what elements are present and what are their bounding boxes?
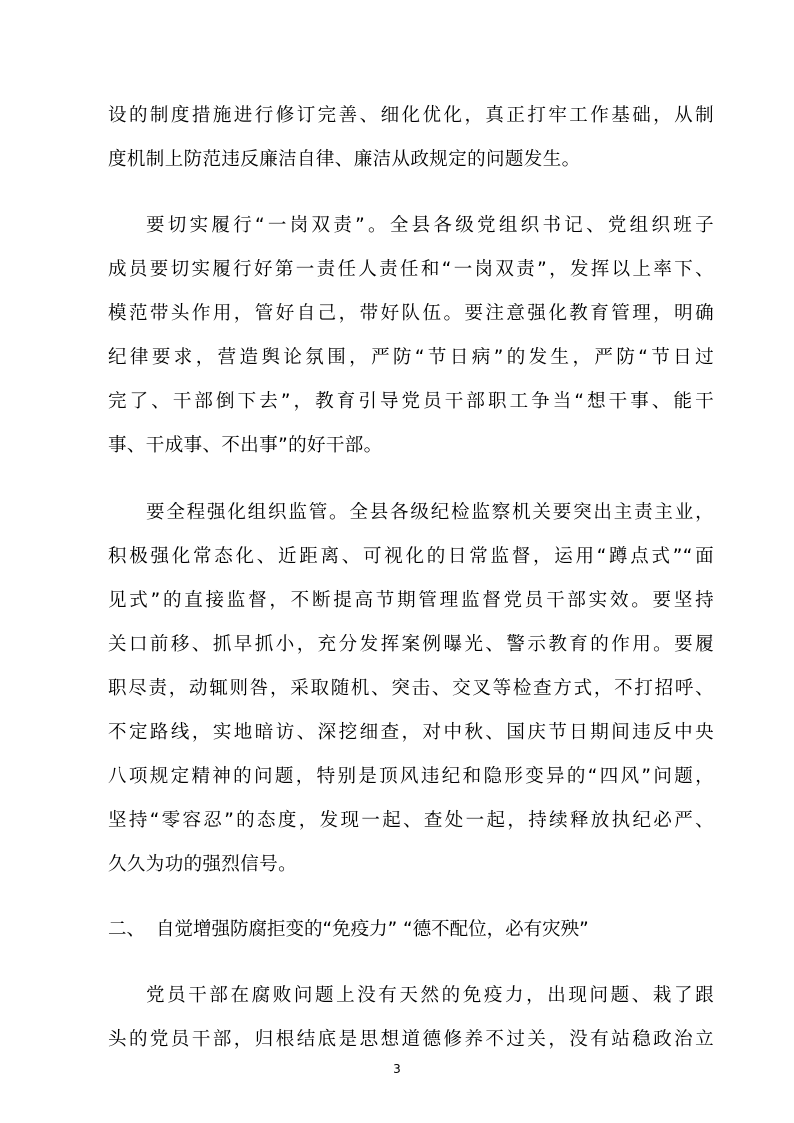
paragraph-3-line-4: 关口前移、抓早抓小，充分发挥案例曝光、警示教育的作用。要履: [108, 634, 714, 655]
final-paragraph-line-2: 头的党员干部，归根结底是思想道德修养不过关，没有站稳政治立: [108, 1029, 714, 1050]
paragraph-3-line-5: 职尽责，动辄则咎，采取随机、突击、交叉等检查方式，不打招呼、: [108, 678, 714, 699]
section-heading: [108, 918, 714, 942]
paragraph-2-line-3: 模范带头作用，管好自己，带好队伍。要注意强化教育管理，明确: [108, 303, 714, 324]
section-heading-text: 自觉增强防腐拒变的“免疫力” “德不配位，必有灾殃”: [156, 919, 589, 940]
paragraph-1-line-2: 度机制上防范违反廉洁自律、廉洁从政规定的问题发生。: [108, 149, 581, 170]
paragraph-3-line-9: 久久为功的强烈信号。: [108, 854, 298, 875]
paragraph-3-line-7: 八项规定精神的问题，特别是顶风违纪和隐形变异的“四风”问题，: [108, 766, 714, 787]
section-heading-number: 二、: [108, 919, 146, 940]
paragraph-3-line-2: 积极强化常态化、近距离、可视化的日常监督，运用“蹲点式”“面: [108, 546, 714, 567]
final-paragraph-line-1: 党员干部在腐败问题上没有天然的免疫力，出现问题、栽了跟: [146, 985, 714, 1006]
paragraph-2-line-5: 完了、干部倒下去”，教育引导党员干部职工争当“想干事、能干: [108, 391, 714, 412]
paragraph-2-line-1: 要切实履行“一岗双责”。全县各级党组织书记、党组织班子: [146, 215, 714, 236]
paragraph-2-line-2: 成员要切实履行好第一责任人责任和“一岗双责”，发挥以上率下、: [108, 259, 714, 280]
paragraph-3-line-6: 不定路线，实地暗访、深挖细查，对中秋、国庆节日期间违反中央: [108, 722, 714, 743]
paragraph-3-line-8: 坚持“零容忍”的态度，发现一起、查处一起，持续释放执纪必严、: [108, 810, 714, 831]
paragraph-2-line-6: 事、干成事、不出事”的好干部。: [108, 435, 383, 456]
paragraph-3-line-1: 要全程强化组织监管。全县各级纪检监察机关要突出主责主业，: [146, 502, 714, 523]
paragraph-3-line-3: 见式”的直接监督，不断提高节期管理监督党员干部实效。要坚持: [108, 590, 714, 611]
paragraph-2-line-4: 纪律要求，营造舆论氛围，严防“节日病”的发生，严防“节日过: [108, 347, 714, 368]
page-number: 3: [393, 1062, 401, 1076]
paragraph-1-line-1: 设的制度措施进行修订完善、细化优化，真正打牢工作基础，从制: [108, 105, 714, 126]
